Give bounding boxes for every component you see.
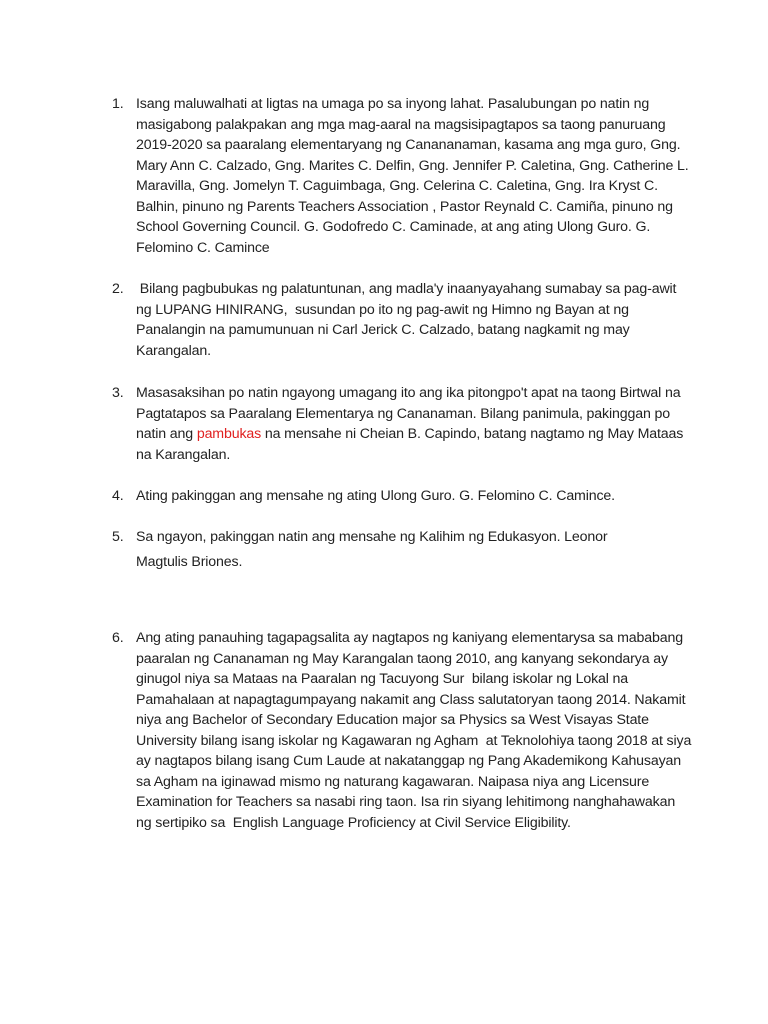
item-number: 5. [112,529,124,545]
item-text-line1: Sa ngayon, pakinggan natin ang mensahe ng Kalihim ng Edukasyon. Leonor [136,529,608,545]
list-item [112,383,692,465]
item-text: Bilang pagbubukas ng palatuntunan, ang madla'y inaanyayahang sumabay sa pag-awit ng LUPANG HINIRANG, susundan po ito ng pag-awit ng Himno ng Bayan at ng Panalangin na pamumunuan ni Carl Jerick C. Calzado, batang nagkamit ng may Karangalan. [136,281,681,359]
item-number: 4. [112,488,124,504]
item-number: 2. [112,281,124,297]
list-item [112,279,692,361]
item-text: Ating pakinggan ang mensahe ng ating Ulong Guro. G. Felomino C. Camince. [136,488,615,504]
list-item [112,94,692,258]
item-number: 6. [112,630,124,646]
item-text [136,527,692,572]
item-text-after: na mensahe ni Cheian B. Capindo, batang nagtamo ng May Mataas na Karangalan. [136,426,684,463]
item-text-before: Masasaksihan po natin ngayong umagang ito ang ika pitongpo't apat na taong Birtwal na Pagtatapos sa Paaralang Elementarya ng Cananaman. Bilang panimula, pakinggan po natin ang [136,385,681,442]
item-text: Isang maluwalhati at ligtas na umaga po sa inyong lahat. Pasalubungan po natin ng masigabong palakpakan ang mga mag-aaral na magsisipagtapos sa taong panuruang 2019-2020 sa paaralang elementaryang ng Canananaman, kasama ang mga guro, Gng. Mary Ann C. Calzado, Gng. Marites C. Delfin, Gng. Jennifer P. Caletina, Gng. Catherine L. Maravilla, Gng. Jomelyn T. Caguimbaga, Gng. Celerina C. Caletina, Gng. Ira Kryst C. Balhin, pinuno ng Parents Teachers Association , Pastor Reynald C. Camiña, pinuno ng School Governing Council. G. Godofredo C. Caminade, at ang ating Ulong Guro. G. Felomino C. Camince [136,96,689,256]
list-item [112,527,692,572]
item-number: 1. [112,96,124,112]
item-number: 3. [112,385,124,401]
list-item [112,628,695,833]
item-text: Ang ating panauhing tagapagsalita ay nagtapos ng kaniyang elementarysa sa mababang paaralan ng Cananaman ng May Karangalan taong 2010, ang kanyang sekondarya ay ginugol niya sa Mataas na Paaralan ng Tacuyong Sur bilang iskolar ng Lokal na Pamahalaan at napagtagumpayang nakamit ang Class salutatoryan taong 2014. Nakamit niya ang Bachelor of Secondary Education major sa Physics sa West Visayas State University bilang isang iskolar ng Kagawaran ng Agham at Teknolohiya taong 2018 at siya ay nagtapos bilang isang Cum Laude at nakatanggap ng Pang Akademikong Kahusayan sa Agham na iginawad mismo ng naturang kagawaran. Naipasa niya ang Licensure Examination for Teachers sa nasabi ring taon. Isa rin siyang lehitimong nanghahawakan ng sertipiko sa English Language Proficiency at Civil Service Eligibility. [136,630,695,831]
item-text-line2: Magtulis Briones. [136,553,243,570]
highlighted-word: pambukas [196,426,262,442]
list-item [112,486,692,507]
item-text [136,383,692,465]
